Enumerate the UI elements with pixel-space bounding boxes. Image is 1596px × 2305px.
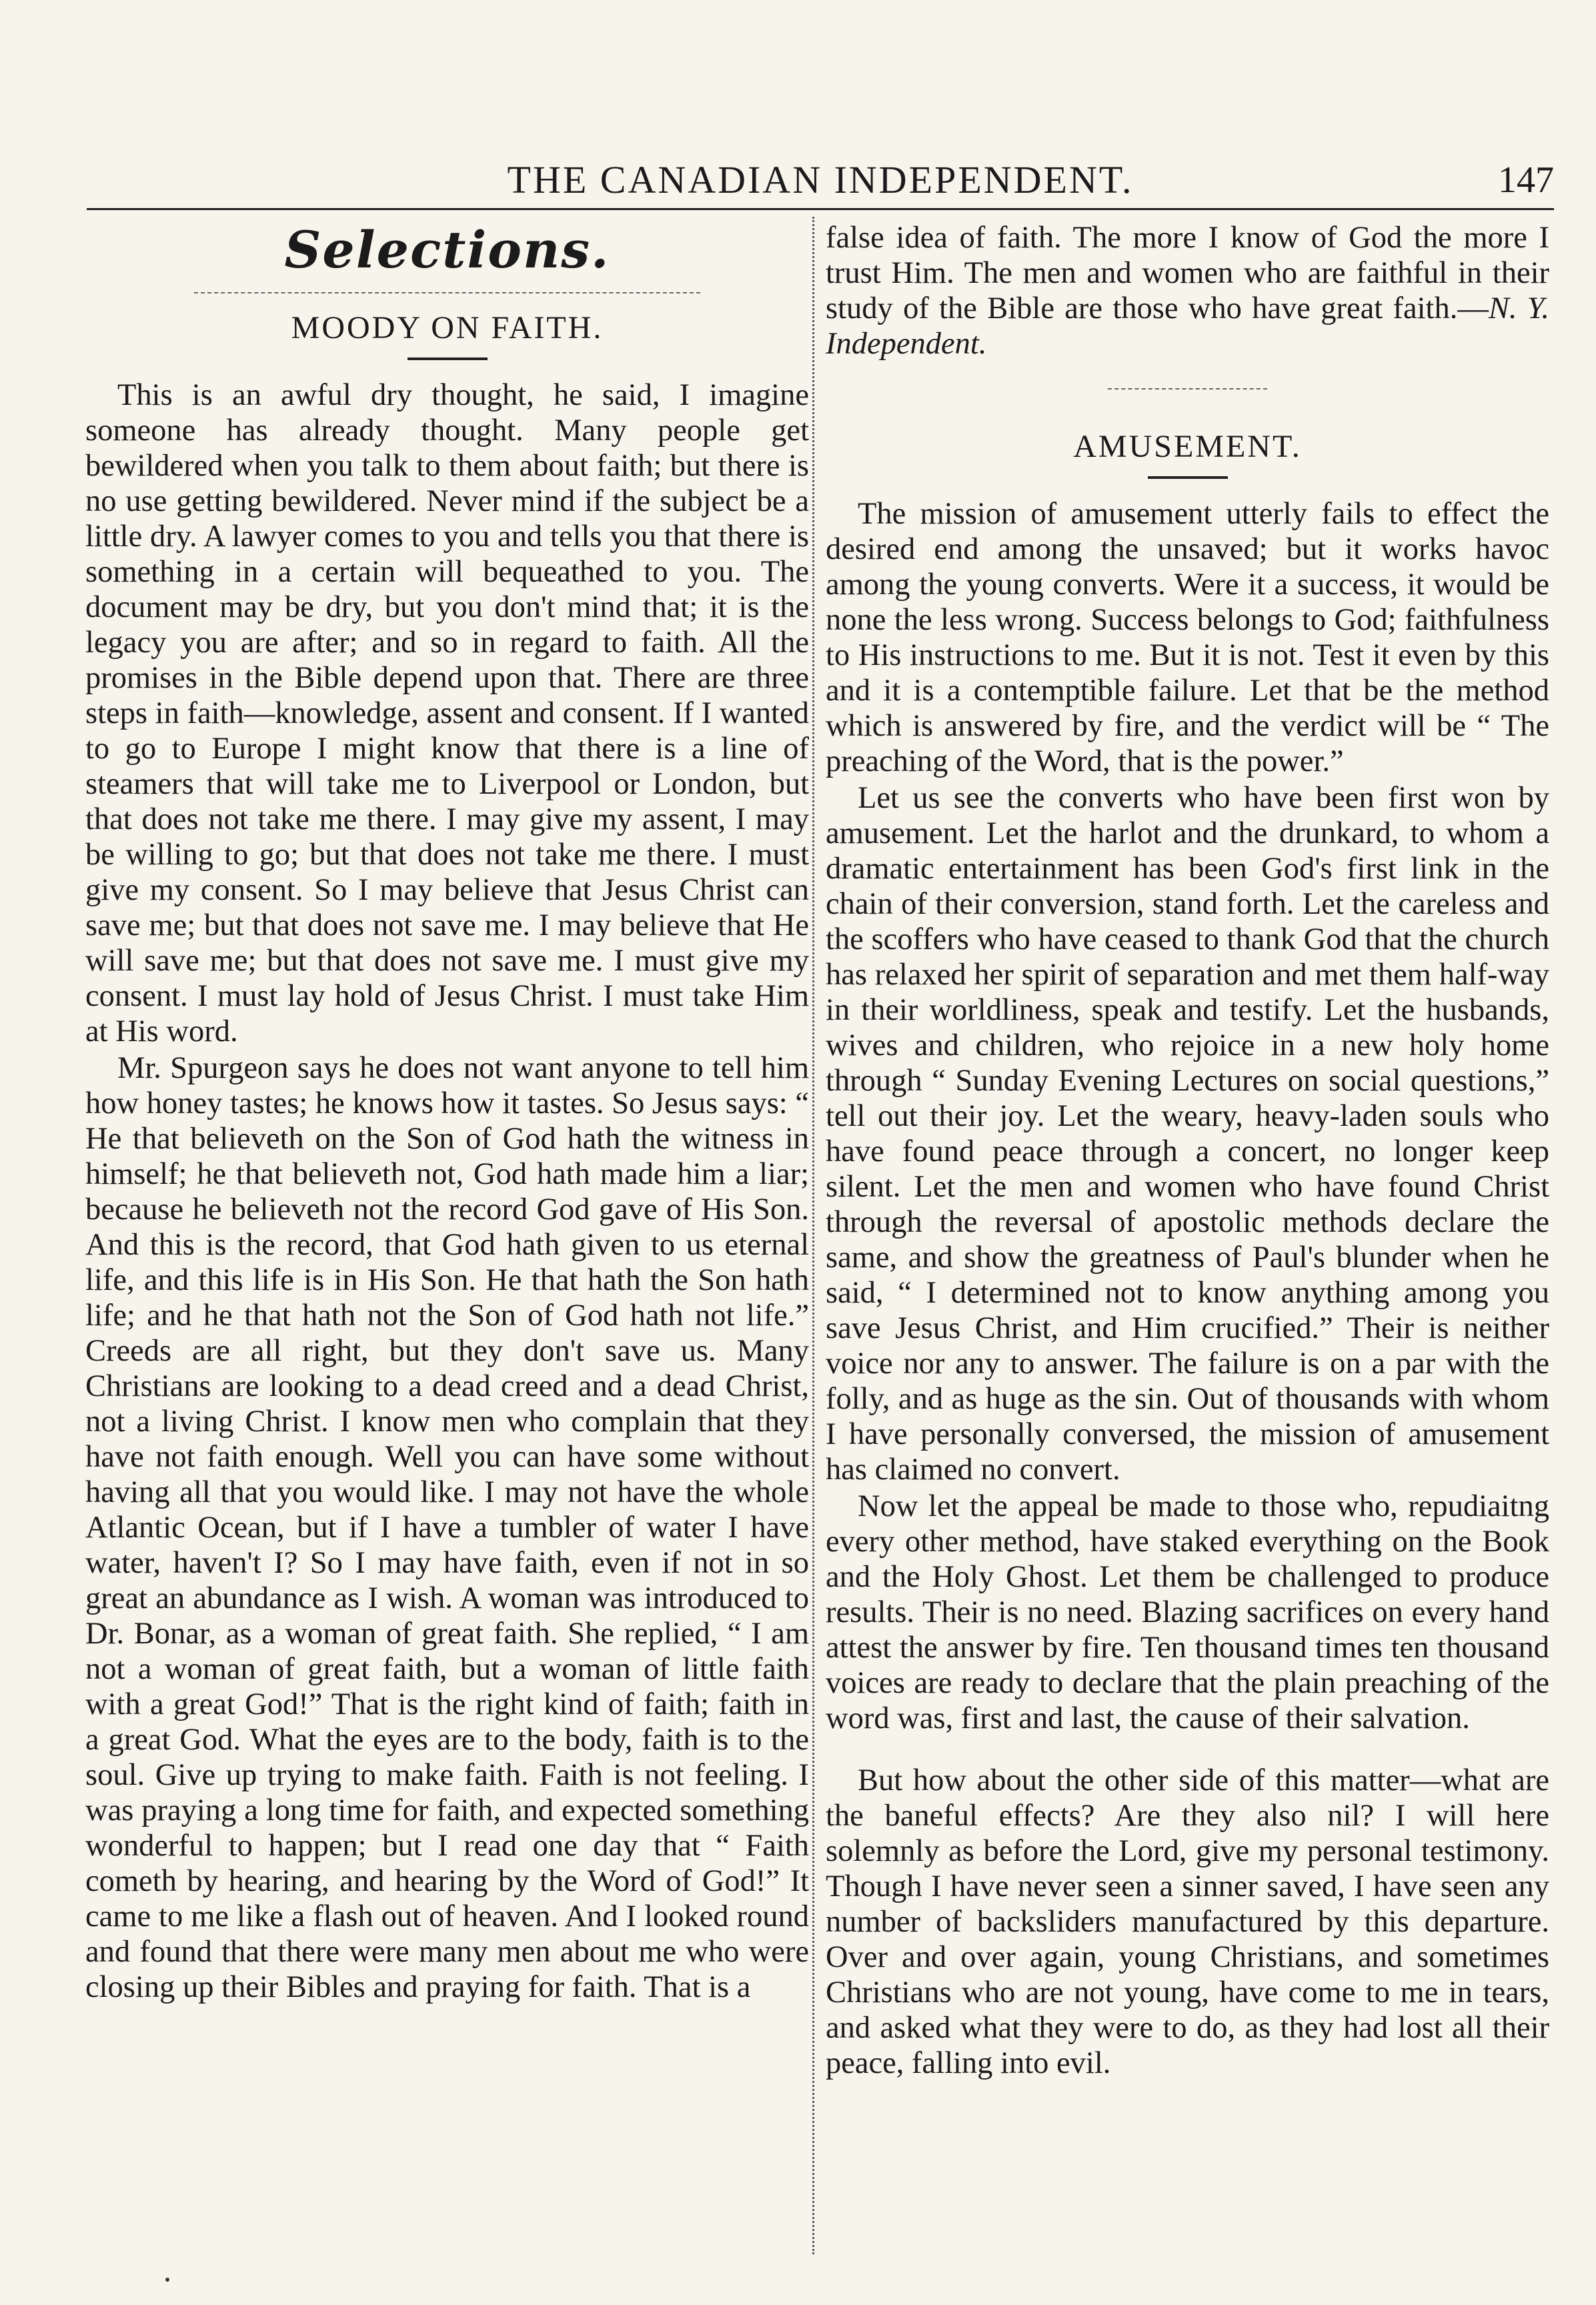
article-divider (1108, 388, 1267, 390)
section-heading: Selections. (284, 220, 610, 279)
article-title-moody-on-faith: MOODY ON FAITH. (291, 310, 604, 345)
source-credit: N. Y. Independent. (826, 291, 1549, 361)
print-speck (165, 2278, 169, 2282)
left-column (85, 220, 809, 2005)
title-rule (1148, 476, 1228, 479)
page-number: 147 (1498, 159, 1554, 201)
article-title-amusement: AMUSEMENT. (1073, 429, 1302, 464)
heading-divider (194, 292, 701, 293)
right-column (826, 220, 1549, 2081)
body-paragraph: This is an awful dry thought, he said, I imagine someone has already thought. Many people get bewildered when you talk to them about faith; but there is no use getting bewildered. Never mind if the subject be a little dry. A lawyer comes to you and tells you that there is something in a certain will bequeathed to you. The document may be dry, but you don't mind that; it is the legacy you are after; and so in regard to faith. All the promises in the Bible depend upon that. There are three steps in faith—knowledge, assent and consent. If I wanted to go to Europe I might know that there is a line of steamers that will take me to Liverpool or London, but that does not take me there. I may give my assent, I may be willing to go; but that does not take me there. I must give my consent. So I may believe that Jesus Christ can save me; but that does not save me. I may believe that He will save me; but that does not save me. I must give my consent. I must lay hold of Jesus Christ. I must take Him at His word. (85, 378, 809, 1048)
column-divider (812, 217, 814, 2254)
title-rule (408, 357, 488, 360)
continuation-text: false idea of faith. The more I know of God the more I trust Him. The men and women who are faithful in their study of the Bible are those who have great faith.— (826, 221, 1549, 325)
body-paragraph: Let us see the converts who have been first won by amusement. Let the harlot and the drunkard, to whom a dramatic entertainment has been God's first link in the chain of their conversion, stand forth. Let the careless and the scoffers who have ceased to thank God that the church has relaxed her spirit of separation and met them half-way in their worldliness, speak and testify. Let the husbands, wives and children, who rejoice in a new holy home through “ Sunday Evening Lectures on social questions,” tell out their joy. Let the weary, heavy-laden souls who have found peace through a concert, no longer keep silent. Let the men and women who have found Christ through the reversal of apostolic methods declare the same, and show the greatness of Paul's blunder when he said, “ I determined not to know anything among you save Jesus Christ, and Him crucified.” Their is neither voice nor any to answer. The failure is on a par with the folly, and as huge as the sin. Out of thousands with whom I have personally conversed, the mission of amusement has claimed no convert. (826, 781, 1549, 1487)
page-header (87, 152, 1554, 210)
body-paragraph: Mr. Spurgeon says he does not want anyone to tell him how honey tastes; he knows how it tastes. So Jesus says: “ He that believeth on the Son of God hath the witness in himself; he that believeth not, God hath made him a liar; because he believeth not the record God gave of His Son. And this is the record, that God hath given to us eternal life, and this life is in His Son. He that hath the Son hath life; and he that hath not the Son of God hath not life.” Creeds are all right, but they don't save us. Many Christians are looking to a dead creed and a dead Christ, not a living Christ. I know men who complain that they have not faith enough. Well you can have some without having all that you would like. I may not have the whole Atlantic Ocean, but if I have a tumbler of water I have water, haven't I? So I may have faith, even if not in so great an abundance as I wish. A woman was introduced to Dr. Bonar, as a woman of great faith. She replied, “ I am not a woman of great faith, but a woman of little faith with a great God!” That is the right kind of faith; faith in a great God. What the eyes are to the body, faith is to the soul. Give up trying to make faith. Faith is not feeling. I was praying a long time for faith, and expected something wonderful to happen; but I read one day that “ Faith cometh by hearing, and hearing by the Word of God!” It came to me like a flash out of heaven. And I looked round and found that there were many men about me who were closing up their Bibles and praying for faith. That is a (85, 1051, 809, 2004)
body-paragraph: But how about the other side of this matter—what are the baneful effects? Are they also nil? I will here solemnly as before the Lord, give my personal testimony. Though I have never seen a sinner saved, I have seen any number of backsliders manufactured by this departure. Over and over again, young Christians, and sometimes Christians who are not young, have come to me in tears, and asked what they were to do, as they had lost all their peace, falling into evil. (826, 1763, 1549, 2080)
body-paragraph: Now let the appeal be made to those who, repudiaitng every other method, have staked everything on the Book and the Holy Ghost. Let them be challenged to produce results. Their is no need. Blazing sacrifices on every hand attest the answer by fire. Ten thousand times ten thousand voices are ready to declare that the plain preaching of the word was, first and last, the cause of their salvation. (826, 1489, 1549, 1735)
continued-paragraph (826, 220, 1549, 361)
body-paragraph: The mission of amusement utterly fails to effect the desired end among the unsaved; but it works havoc among the young converts. Were it a success, it would be none the less wrong. Success belongs to God; faithfulness to His instructions to me. But it is not. Test it even by this and it is a contemptible failure. Let that be the method which is answered by fire, and the verdict will be “ The preaching of the Word, that is the power.” (826, 497, 1549, 778)
publication-title: THE CANADIAN INDEPENDENT. (507, 158, 1134, 201)
